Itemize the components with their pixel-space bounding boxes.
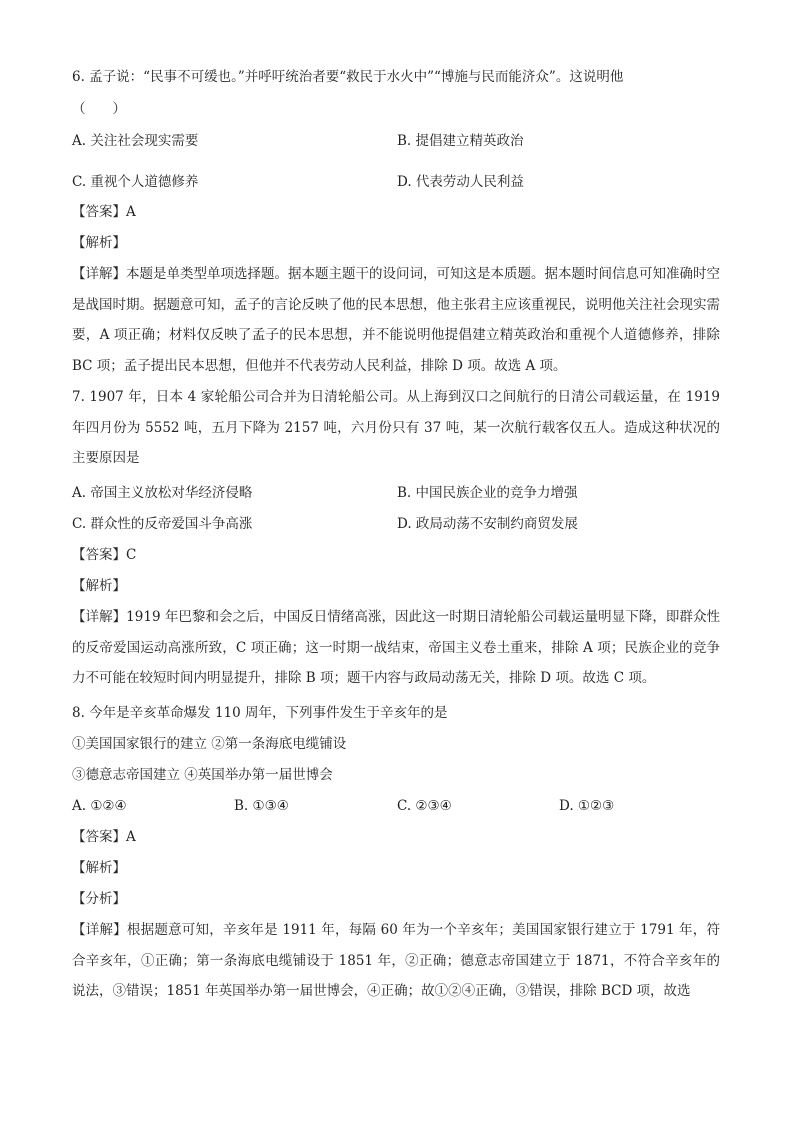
q6-detail-paragraph bbox=[72, 259, 720, 381]
q7-stem: 7. 1907 年，日本 4 家轮船公司合并为日清轮船公司。从上海到汉口之间航行的日清公司载运量，在 1919 年四月份为 5552 吨，五月下降为 2157 吨，六月份只有 37 吨，某一次航行载客仅五人。造成这种状况的主要原因是 bbox=[72, 389, 720, 466]
q6-detail-text: 本题是单类型单项选择题。据本题主题干的设问词，可知这是本质题。据本题时间信息可知准确时空是战国时期。据题意可知，孟子的言论反映了他的民本思想，他主张君主应该重视民，说明他关注社会现实需要，A 项正确；材料仅反映了孟子的民本思想，并不能说明他提倡建立精英政治和重视个人道德修养，排除 BC 项；孟子提出民本思想，但他并不代表劳动人民利益，排除 D 项。故选 A 项。 bbox=[72, 266, 720, 374]
q6-answer-line bbox=[72, 203, 136, 221]
q8-option-b: B. ①③④ bbox=[234, 798, 289, 814]
q7-option-a: A. 帝国主义放松对华经济侵略 bbox=[72, 485, 253, 501]
q8-items-line-2: ③德意志帝国建立 ④英国举办第一届世博会 bbox=[72, 767, 333, 783]
q6-option-c: C. 重视个人道德修养 bbox=[72, 174, 199, 190]
q6-stem-line-2: （ ） bbox=[72, 101, 126, 117]
q7-option-b: B. 中国民族企业的竞争力增强 bbox=[397, 485, 578, 501]
q8-answer: A bbox=[126, 829, 136, 845]
answer-tag: 【答案】 bbox=[72, 829, 126, 845]
q8-detail-paragraph bbox=[72, 915, 720, 1007]
q7-analysis-tag: 【解析】 bbox=[72, 578, 126, 594]
q7-option-d: D. 政局动荡不安制约商贸发展 bbox=[397, 516, 578, 532]
answer-tag: 【答案】 bbox=[72, 547, 126, 563]
answer-tag: 【答案】 bbox=[72, 204, 126, 220]
q8-option-d: D. ①②③ bbox=[559, 798, 615, 814]
q8-stem: 8. 今年是辛亥革命爆发 110 周年，下列事件发生于辛亥年的是 bbox=[72, 705, 448, 721]
q6-option-d: D. 代表劳动人民利益 bbox=[397, 174, 524, 190]
q7-option-c: C. 群众性的反帝爱国斗争高涨 bbox=[72, 516, 253, 532]
q6-answer: A bbox=[126, 204, 136, 220]
q6-stem-line-1: 6. 孟子说：“民事不可缓也。”并呼吁统治者要“救民于水火中”“博施与民而能济众”。这说明他 bbox=[72, 69, 624, 85]
q6-analysis-tag: 【解析】 bbox=[72, 235, 126, 251]
q8-analysis-tag: 【解析】 bbox=[72, 860, 126, 876]
q8-answer-line bbox=[72, 828, 136, 846]
q8-items-line-1: ①美国国家银行的建立 ②第一条海底电缆铺设 bbox=[72, 736, 347, 752]
q7-detail-text: 1919 年巴黎和会之后，中国反日情绪高涨，因此这一时期日清轮船公司载运量明显下降，即群众性的反帝爱国运动高涨所致，C 项正确；这一时期一战结束，帝国主义卷土重来，排除 A 项；民族企业的竞争力不可能在较短时间内明显提升，排除 B 项；题干内容与政局动荡无关，排除 D 项。故选 C 项。 bbox=[72, 609, 720, 686]
q6-option-a: A. 关注社会现实需要 bbox=[72, 133, 199, 149]
q6-option-b: B. 提倡建立精英政治 bbox=[397, 133, 524, 149]
detail-tag: 【详解】 bbox=[72, 266, 126, 282]
q7-answer-line bbox=[72, 546, 136, 564]
q8-detail-text: 根据题意可知，辛亥年是 1911 年，每隔 60 年为一个辛亥年；美国国家银行建立于 1791 年，符合辛亥年，①正确；第一条海底电缆铺设于 1851 年，②正确；德意志帝国建立于 1871，不符合辛亥年的说法，③错误；1851 年英国举办第一届世博会，④正确；故①②④正确，③错误，排除 BCD 项，故选 bbox=[72, 922, 721, 999]
q7-detail-paragraph bbox=[72, 602, 720, 694]
q7-answer: C bbox=[126, 547, 137, 563]
q8-option-a: A. ①②④ bbox=[72, 798, 127, 814]
q8-fenxi-tag: 【分析】 bbox=[72, 891, 126, 907]
detail-tag: 【详解】 bbox=[72, 609, 127, 625]
q8-option-c: C. ②③④ bbox=[397, 798, 452, 814]
detail-tag: 【详解】 bbox=[72, 922, 127, 938]
